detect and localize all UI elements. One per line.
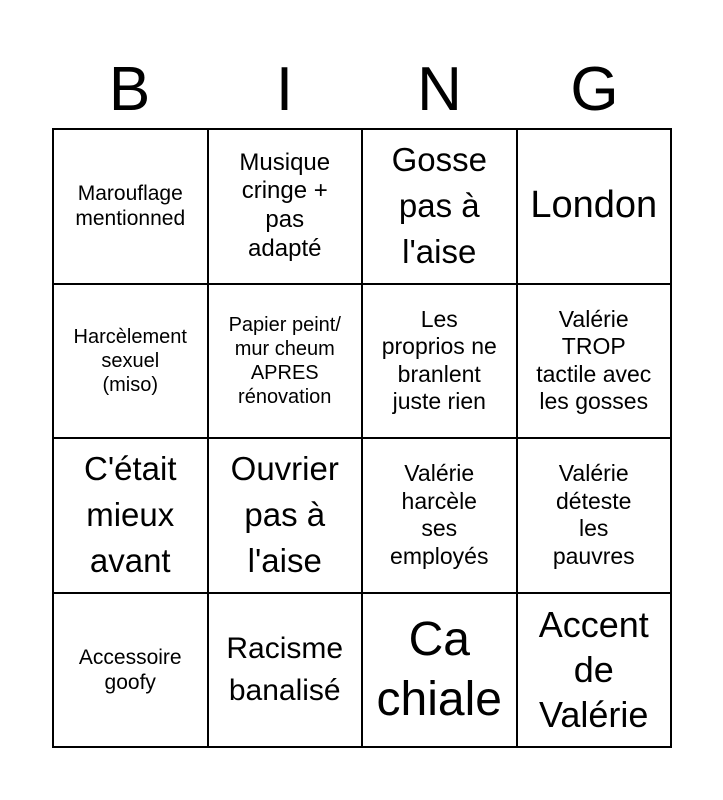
cell-text: Valérie harcèle ses employés [390, 460, 489, 569]
bingo-cell[interactable] [518, 285, 673, 440]
cell-text: Gosse pas à l'aise [391, 140, 487, 271]
cell-text: Papier peint/ mur cheum APRES rénovation [228, 313, 341, 408]
cell-text: Les proprios ne branlent juste rien [381, 305, 497, 415]
cell-text: Ca chiale [376, 612, 502, 726]
bingo-cell[interactable] [363, 594, 518, 749]
cell-text: Accessoire goofy [78, 645, 182, 694]
bingo-cell[interactable] [209, 285, 364, 440]
header-letter-n: N [417, 55, 462, 124]
bingo-header [52, 52, 672, 128]
header-letter-i: I [275, 55, 294, 124]
cell-text: Marouflage mentionned [75, 182, 186, 231]
cell-text: Musique cringe + pas adapté [239, 148, 331, 263]
cell-text: C'était mieux avant [83, 449, 177, 580]
bingo-cell[interactable] [518, 439, 673, 594]
cell-text: Racisme banalisé [226, 631, 344, 707]
header-letter-b: B [108, 55, 151, 124]
cell-text: Ouvrier pas à l'aise [230, 449, 339, 580]
bingo-cell[interactable] [54, 594, 209, 749]
bingo-cell[interactable] [518, 594, 673, 749]
bingo-cell[interactable] [209, 594, 364, 749]
bingo-cell[interactable] [363, 439, 518, 594]
cell-text: Accent de Valérie [538, 604, 649, 736]
bingo-cell[interactable] [363, 285, 518, 440]
bingo-cell[interactable] [209, 130, 364, 285]
bingo-cell[interactable] [54, 439, 209, 594]
bingo-cell[interactable] [363, 130, 518, 285]
bingo-cell[interactable] [54, 130, 209, 285]
cell-text: Harcèlement sexuel (miso) [73, 325, 187, 396]
cell-text: Valérie TROP tactile avec les gosses [536, 305, 652, 415]
cell-text: Valérie déteste les pauvres [552, 460, 635, 569]
bingo-cell[interactable] [209, 439, 364, 594]
bingo-grid [52, 128, 672, 748]
header-letter-g: G [570, 55, 619, 124]
bingo-cell[interactable] [518, 130, 673, 285]
bingo-cell[interactable] [54, 285, 209, 440]
cell-text: London [530, 184, 658, 227]
